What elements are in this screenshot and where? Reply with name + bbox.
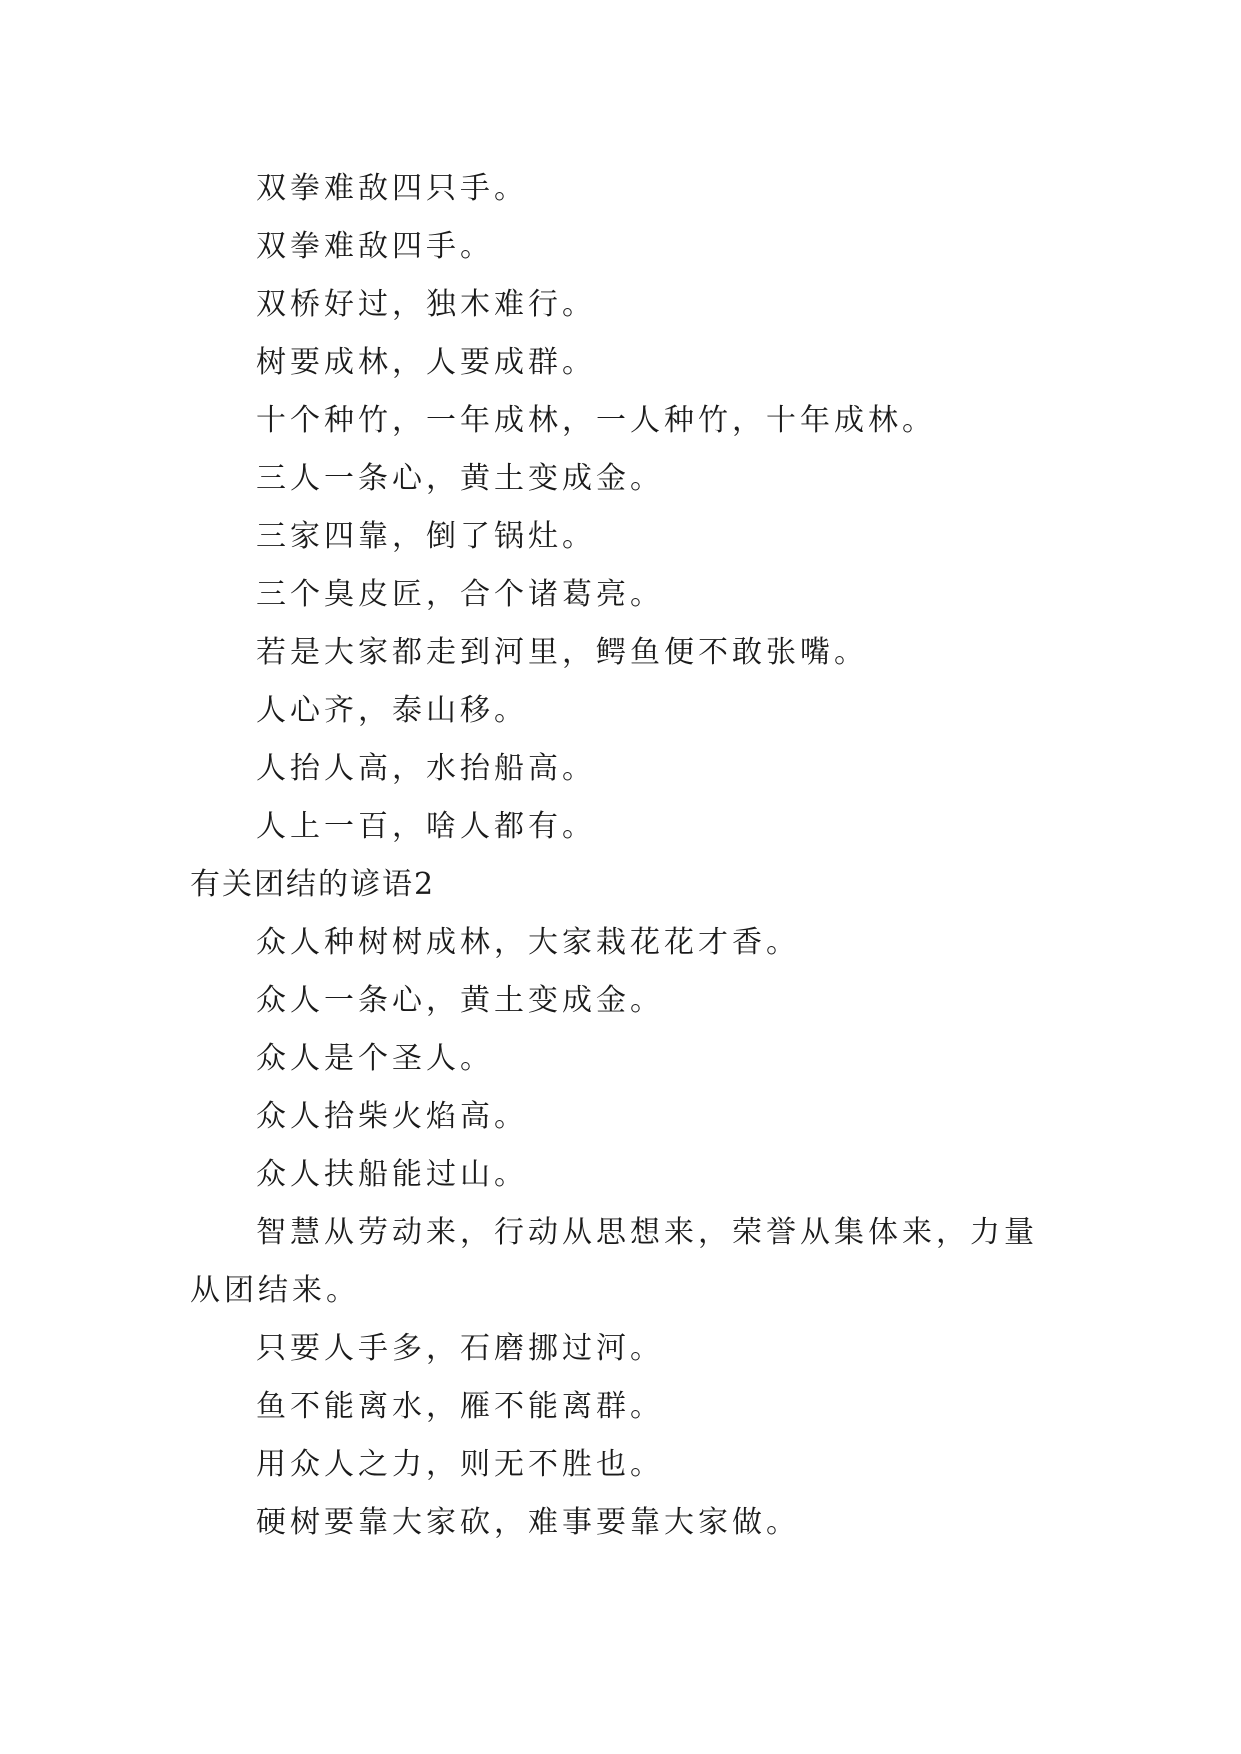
proverb-line: 双拳难敌四手。 [256,229,494,264]
proverb-line: 鱼不能离水，雁不能离群。 [256,1389,664,1424]
proverb-line: 树要成林，人要成群。 [256,345,596,380]
proverb-line: 三个臭皮匠，合个诸葛亮。 [256,577,664,612]
document-content [190,160,1050,1552]
proverb-line: 众人种树树成林，大家栽花花才香。 [256,925,800,960]
proverb-line: 双拳难敌四只手。 [256,171,528,206]
proverb-line: 智慧从劳动来，行动从思想来，荣誉从集体来，力量从团结来。 [190,1215,1038,1308]
proverb-line: 人心齐，泰山移。 [256,693,528,728]
proverb-line: 十个种竹，一年成林，一人种竹，十年成林。 [256,403,936,438]
proverb-line: 人上一百，啥人都有。 [256,809,596,844]
proverb-line: 众人是个圣人。 [256,1041,494,1076]
proverb-line: 众人扶船能过山。 [256,1157,528,1192]
proverb-line: 若是大家都走到河里，鳄鱼便不敢张嘴。 [256,635,868,670]
proverb-line: 三人一条心，黄土变成金。 [256,461,664,496]
proverb-line: 三家四靠，倒了锅灶。 [256,519,596,554]
proverb-line: 众人拾柴火焰高。 [256,1099,528,1134]
section-heading: 有关团结的谚语2 [190,867,436,902]
proverb-line: 双桥好过，独木难行。 [256,287,596,322]
proverb-line: 用众人之力，则无不胜也。 [256,1447,664,1482]
proverb-line: 人抬人高，水抬船高。 [256,751,596,786]
proverb-line: 只要人手多，石磨挪过河。 [256,1331,664,1366]
proverb-line: 硬树要靠大家砍，难事要靠大家做。 [256,1505,800,1540]
proverb-line: 众人一条心，黄土变成金。 [256,983,664,1018]
